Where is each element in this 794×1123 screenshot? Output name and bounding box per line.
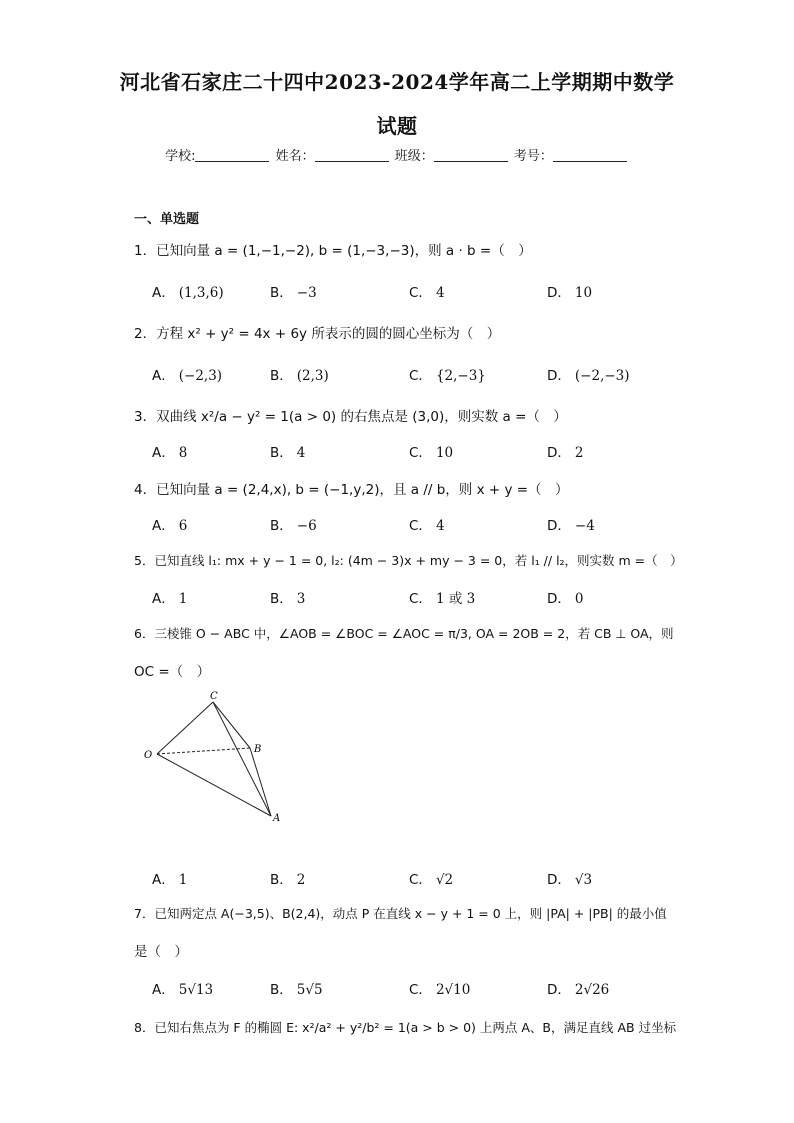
option-d[interactable]: D． −4 bbox=[547, 518, 595, 534]
option-a[interactable]: A． 1 bbox=[152, 591, 188, 607]
option-d[interactable]: D． √3 bbox=[547, 872, 593, 888]
option-a[interactable]: A． 8 bbox=[152, 445, 188, 461]
option-b[interactable]: B． −6 bbox=[270, 518, 317, 534]
option-a[interactable]: A． (1,3,6) bbox=[152, 285, 224, 301]
option-c[interactable]: C． 10 bbox=[409, 445, 454, 461]
question-6-stem-cont: OC =（ ） bbox=[134, 664, 211, 680]
edge-cb bbox=[213, 702, 250, 748]
school-label: 学校: bbox=[165, 149, 196, 164]
edge-oc bbox=[157, 702, 213, 754]
option-d[interactable]: D． 0 bbox=[547, 591, 584, 607]
exam-title-line1: 河北省石家庄二十四中2023-2024学年高二上学期期中数学 bbox=[119, 70, 675, 94]
section-heading: 一、单选题 bbox=[134, 212, 200, 227]
option-b[interactable]: B． 3 bbox=[270, 591, 306, 607]
name-label: 姓名： bbox=[275, 149, 315, 164]
option-b[interactable]: B． 5√5 bbox=[270, 982, 323, 998]
option-c[interactable]: C． {2,−3} bbox=[409, 368, 486, 384]
exam-no-label: 考号： bbox=[513, 149, 553, 164]
option-b[interactable]: B． 2 bbox=[270, 872, 306, 888]
question-7-stem: 7．已知两定点 A(−3,5)、B(2,4)，动点 P 在直线 x − y + 1 = 0 上，则 |PA| + |PB| 的最小值 bbox=[134, 906, 667, 921]
question-4-stem: 4．已知向量 a = (2,4,x), b = (−1,y,2)，且 a // b，则 x + y =（ ） bbox=[134, 482, 569, 498]
question-3-stem: 3．双曲线 x²/a − y² = 1(a > 0) 的右焦点是 (3,0)，则实数 a =（ ） bbox=[134, 409, 567, 425]
question-1-stem: 1．已知向量 a = (1,−1,−2), b = (1,−3,−3)，则 a · b =（ ） bbox=[134, 243, 532, 259]
edge-ca bbox=[213, 702, 271, 816]
edge-oa bbox=[157, 754, 271, 816]
class-blank bbox=[434, 149, 508, 162]
option-c[interactable]: C． 4 bbox=[409, 518, 445, 534]
vertex-label-a: A bbox=[273, 813, 281, 824]
name-blank bbox=[315, 149, 389, 162]
class-label: 班级： bbox=[394, 149, 434, 164]
question-3-options bbox=[152, 441, 712, 461]
vertex-label-b: B bbox=[254, 744, 262, 755]
vertex-label-o: O bbox=[144, 750, 153, 761]
question-5-options bbox=[152, 587, 712, 607]
question-7-stem-cont: 是（ ） bbox=[134, 944, 188, 960]
question-1-options bbox=[152, 281, 712, 301]
option-a[interactable]: A． 1 bbox=[152, 872, 188, 888]
exam-no-blank bbox=[553, 149, 627, 162]
option-d[interactable]: D． 10 bbox=[547, 285, 593, 301]
option-a[interactable]: A． 6 bbox=[152, 518, 188, 534]
edge-ob-hidden bbox=[157, 748, 250, 754]
option-c[interactable]: C． 4 bbox=[409, 285, 445, 301]
student-info-line bbox=[0, 145, 794, 164]
question-6-options bbox=[152, 868, 712, 888]
option-d[interactable]: D． 2 bbox=[547, 445, 584, 461]
option-b[interactable]: B． −3 bbox=[270, 285, 317, 301]
tetrahedron-figure bbox=[140, 690, 290, 825]
question-5-stem: 5．已知直线 l₁: mx + y − 1 = 0, l₂: (4m − 3)x + my − 3 = 0，若 l₁ // l₂，则实数 m =（ ） bbox=[134, 553, 683, 568]
question-2-stem: 2．方程 x² + y² = 4x + 6y 所表示的圆的圆心坐标为（ ） bbox=[134, 326, 501, 342]
option-c[interactable]: C． √2 bbox=[409, 872, 454, 888]
option-b[interactable]: B． 4 bbox=[270, 445, 306, 461]
option-c[interactable]: C． 1 或 3 bbox=[409, 591, 476, 607]
vertex-label-c: C bbox=[210, 691, 218, 702]
option-b[interactable]: B． (2,3) bbox=[270, 368, 329, 384]
option-c[interactable]: C． 2√10 bbox=[409, 982, 471, 998]
school-blank bbox=[195, 149, 269, 162]
option-a[interactable]: A． 5√13 bbox=[152, 982, 214, 998]
question-7-options bbox=[152, 978, 712, 998]
option-a[interactable]: A． (−2,3) bbox=[152, 368, 223, 384]
question-2-options bbox=[152, 364, 712, 384]
option-d[interactable]: D． (−2,−3) bbox=[547, 368, 630, 384]
option-d[interactable]: D． 2√26 bbox=[547, 982, 610, 998]
question-4-options bbox=[152, 514, 712, 534]
question-8-stem: 8．已知右焦点为 F 的椭圆 E: x²/a² + y²/b² = 1(a > b > 0) 上两点 A、B，满足直线 AB 过坐标 bbox=[134, 1020, 677, 1035]
exam-title-line2: 试题 bbox=[376, 114, 418, 138]
question-6-stem: 6．三棱锥 O − ABC 中，∠AOB = ∠BOC = ∠AOC = π/3, OA = 2OB = 2，若 CB ⊥ OA，则 bbox=[134, 626, 674, 641]
